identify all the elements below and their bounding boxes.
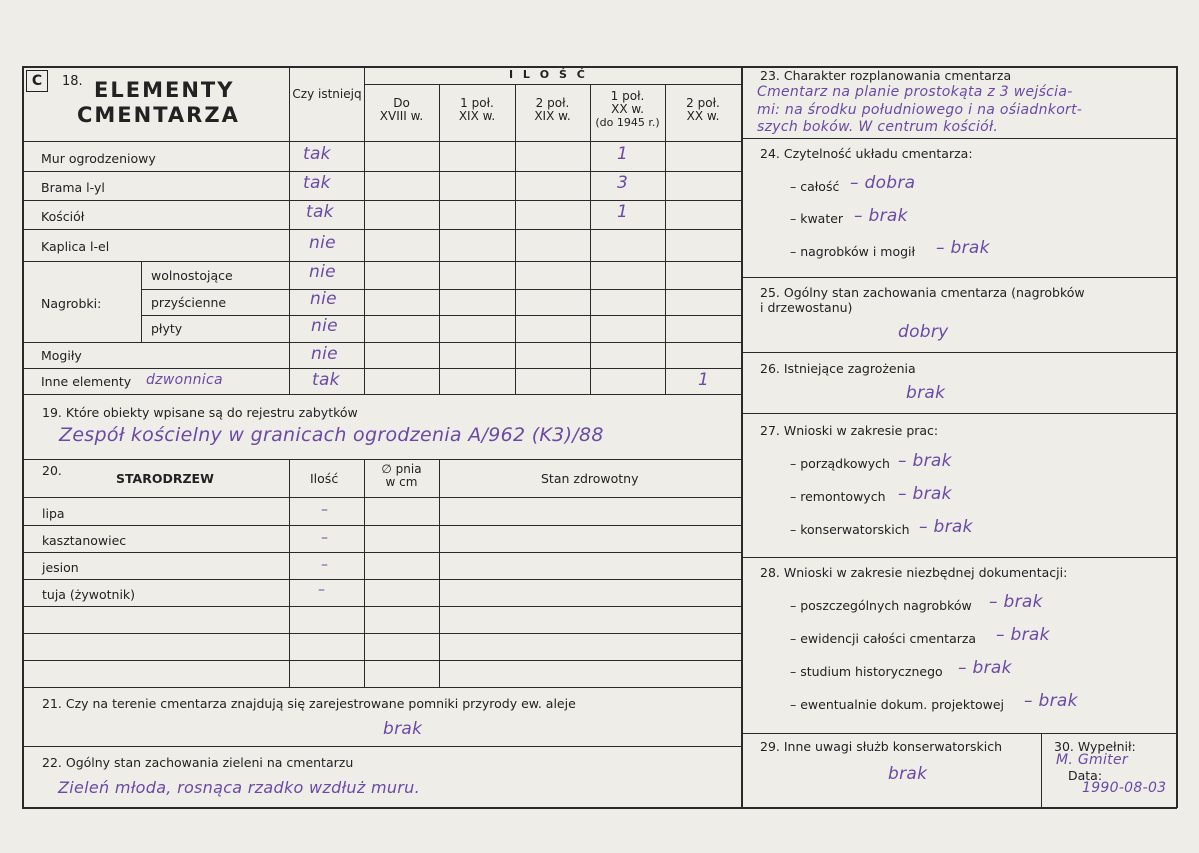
- exists-value: tak: [303, 144, 331, 164]
- q28-item-label: – poszczególnych nagrobków: [790, 598, 972, 613]
- element-label: Kościół: [41, 209, 85, 224]
- q24-item-answer: – brak: [854, 206, 908, 226]
- q27-item-label: – konserwatorskich: [790, 522, 910, 537]
- column-divider: [741, 66, 743, 808]
- q20-col-diameter: ∅ pnia w cm: [381, 462, 422, 489]
- q24-label: 24. Czytelność układu cmentarza:: [760, 146, 973, 161]
- title-line2: CMENTARZA: [77, 103, 240, 127]
- q28-item-label: – studium historycznego: [790, 664, 943, 679]
- row-line: [741, 557, 1176, 558]
- q22-answer: Zieleń młoda, rosnąca rzadko wzdłuż muru.: [58, 778, 420, 797]
- exists-value: nie: [309, 233, 336, 253]
- q27-item-answer: – brak: [898, 484, 952, 504]
- element-label: Mogiły: [41, 348, 82, 363]
- exists-value: nie: [310, 289, 337, 309]
- row-line: [22, 200, 741, 201]
- row-line: [22, 525, 741, 526]
- nagrobki-divider: [141, 261, 142, 342]
- tree-count: –: [321, 557, 329, 573]
- frame-bottom: [22, 807, 1177, 809]
- row-line: [741, 277, 1176, 278]
- row-line: [141, 315, 741, 316]
- q24-item-answer: – dobra: [850, 173, 916, 193]
- v-line-30: [1041, 733, 1042, 808]
- q28-item-label: – ewentualnie dokum. projektowej: [790, 697, 1005, 712]
- v-line: [364, 459, 365, 687]
- period-header-4: 1 poł. XX w. (do 1945 r.): [595, 89, 660, 129]
- period-header-1: Do XVIII w.: [379, 96, 424, 123]
- frame-left: [22, 66, 24, 808]
- q27-item-label: – remontowych: [790, 489, 886, 504]
- q24-item-answer: – brak: [936, 238, 990, 258]
- q27-item-answer: – brak: [898, 451, 952, 471]
- element-label: przyścienne: [151, 295, 227, 310]
- q30-date: 1990-08-03: [1082, 780, 1167, 796]
- v-period4-left: [590, 84, 591, 394]
- q27-label: 27. Wnioski w zakresie prac:: [760, 423, 939, 438]
- tree-name: tuja (żywotnik): [42, 587, 136, 602]
- q21-label: 21. Czy na terenie cmentarza znajdują się zarejestrowane pomniki przyrody ew. aleje: [42, 696, 576, 711]
- element-label: wolnostojące: [151, 268, 233, 283]
- row-line: [741, 733, 1176, 734]
- exists-value: tak: [303, 173, 331, 193]
- section-code-box: C: [26, 70, 48, 92]
- q24-item-label: – całość: [790, 179, 840, 194]
- q28-item-answer: – brak: [989, 592, 1043, 612]
- q28-label: 28. Wnioski w zakresie niezbędnej dokumentacji:: [760, 565, 1068, 580]
- q30-date-label: Data:: [1068, 768, 1103, 783]
- q19-answer: Zespół kościelny w granicach ogrodzenia A/962 (K3)/88: [59, 424, 604, 446]
- v-period2-left: [439, 84, 440, 394]
- row-line: [22, 141, 741, 142]
- nagrobki-label: Nagrobki:: [41, 296, 102, 311]
- row-line: [22, 746, 741, 747]
- row-line: [22, 606, 741, 607]
- col-exists-header: Czy istniejq: [292, 87, 362, 101]
- element-label: Mur ogrodzeniowy: [41, 151, 156, 166]
- q20-title: STARODRZEW: [116, 471, 214, 486]
- exists-value: nie: [311, 316, 338, 336]
- period-header-3: 2 poł. XIX w.: [534, 96, 571, 123]
- exists-value: nie: [309, 262, 336, 282]
- q20-number: 20.: [42, 463, 62, 478]
- ilosc-header: I L O Ś Ć: [509, 68, 588, 81]
- q26-answer: brak: [906, 383, 946, 403]
- row-line: [741, 352, 1176, 353]
- period-header-2: 1 poł. XIX w.: [458, 96, 496, 123]
- q23-answer-line: mi: na środku południowego i na ośiadnkort-: [757, 102, 1083, 118]
- tree-name: jesion: [42, 560, 79, 575]
- tree-count: –: [318, 582, 326, 598]
- qty-value: 1: [617, 202, 629, 222]
- q24-item-label: – kwater: [790, 211, 844, 226]
- q29-answer: brak: [888, 764, 928, 784]
- q26-label: 26. Istniejące zagrożenia: [760, 361, 916, 376]
- row-line: [22, 552, 741, 553]
- q24-item-label: – nagrobków i mogił: [790, 244, 916, 259]
- q20-col-health: Stan zdrowotny: [541, 471, 639, 486]
- q28-item-answer: – brak: [958, 658, 1012, 678]
- qty-value: 3: [617, 173, 629, 193]
- row-line: [22, 633, 741, 634]
- v-line: [439, 459, 440, 687]
- tree-name: kasztanowiec: [42, 533, 127, 548]
- row-line: [22, 368, 741, 369]
- q30-label: 30. Wypełnił:: [1054, 739, 1136, 754]
- tree-count: –: [321, 530, 329, 546]
- q20-col-count: Ilość: [310, 471, 339, 486]
- tree-count: –: [321, 502, 329, 518]
- q28-item-answer: – brak: [1024, 691, 1078, 711]
- exists-value: nie: [311, 344, 338, 364]
- q28-item-answer: – brak: [996, 625, 1050, 645]
- q25-label-2: i drzewostanu): [760, 300, 853, 315]
- row-line: [22, 660, 741, 661]
- ilosc-underline: [364, 84, 741, 85]
- exists-value: tak: [312, 370, 340, 390]
- v-period3-left: [515, 84, 516, 394]
- period-header-5: 2 poł. XX w.: [686, 96, 720, 123]
- section-number: 18.: [62, 74, 83, 89]
- element-label: Kaplica l-el: [41, 239, 110, 254]
- q27-item-label: – porządkowych: [790, 456, 890, 471]
- q23-answer-line: szych boków. W centrum kościół.: [757, 119, 999, 135]
- row-line: [22, 261, 741, 262]
- v-exists-left: [289, 66, 290, 394]
- row-line: [22, 394, 741, 395]
- row-line: [22, 497, 741, 498]
- q25-answer: dobry: [898, 322, 949, 342]
- v-period5-left: [665, 84, 666, 394]
- q25-label: 25. Ogólny stan zachowania cmentarza (nagrobków: [760, 285, 1085, 300]
- row-line: [22, 459, 741, 460]
- q22-label: 22. Ogólny stan zachowania zieleni na cmentarzu: [42, 755, 354, 770]
- row-line: [141, 289, 741, 290]
- row-line: [22, 229, 741, 230]
- qty-value: 1: [698, 370, 710, 390]
- row-line: [22, 687, 741, 688]
- row-line: [22, 579, 741, 580]
- frame-right: [1176, 66, 1178, 808]
- v-line: [289, 459, 290, 687]
- q19-label: 19. Które obiekty wpisane są do rejestru zabytków: [42, 405, 358, 420]
- qty-value: 1: [617, 144, 629, 164]
- tree-name: lipa: [42, 506, 65, 521]
- title-line1: ELEMENTY: [94, 78, 235, 102]
- exists-value: tak: [306, 202, 334, 222]
- q28-item-label: – ewidencji całości cmentarza: [790, 631, 977, 646]
- q29-label: 29. Inne uwagi służb konserwatorskich: [760, 739, 1002, 754]
- q23-label: 23. Charakter rozplanowania cmentarza: [760, 68, 1012, 83]
- q27-item-answer: – brak: [919, 517, 973, 537]
- element-label: Brama l-yl: [41, 180, 105, 195]
- q30-name: M. Gmiter: [1056, 752, 1128, 768]
- row-line: [741, 138, 1176, 139]
- element-label: płyty: [151, 321, 183, 336]
- row-line: [22, 342, 741, 343]
- row-line: [741, 413, 1176, 414]
- q23-answer-line: Cmentarz na planie prostokąta z 3 wejścia-: [757, 84, 1073, 100]
- row-line: [22, 171, 741, 172]
- q21-answer: brak: [383, 719, 423, 739]
- other-element-handwritten: dzwonnica: [146, 372, 223, 388]
- element-label: Inne elementy: [41, 374, 132, 389]
